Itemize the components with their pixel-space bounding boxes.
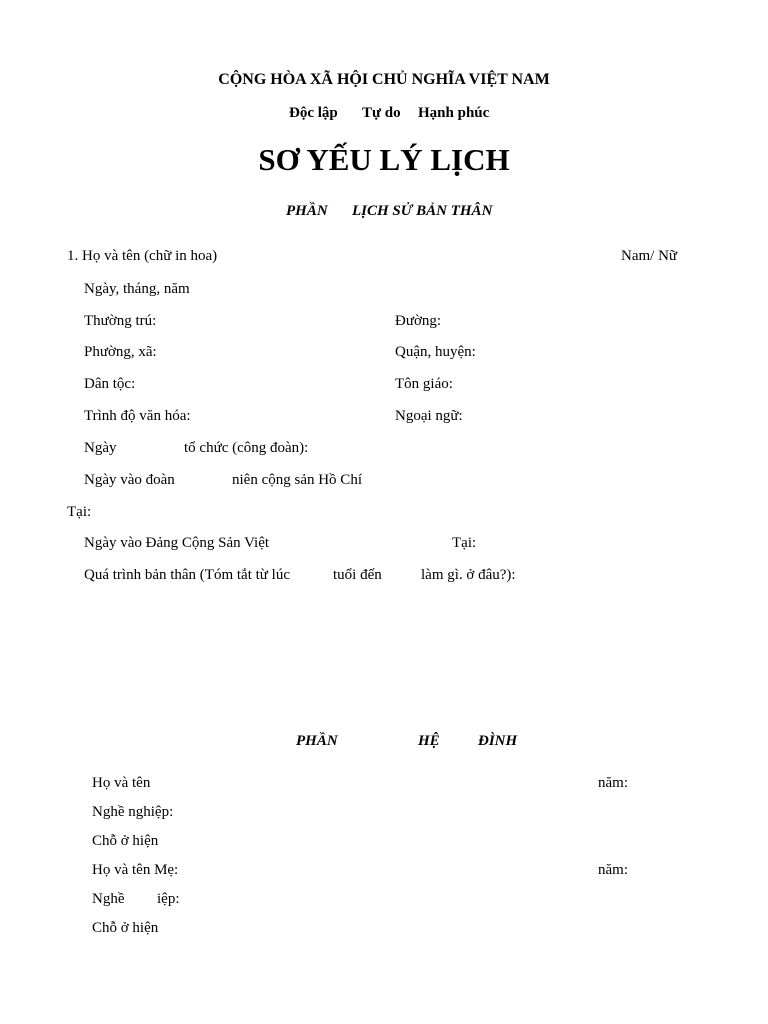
motto-independence: Độc lập <box>289 105 338 121</box>
religion-label: Tôn giáo: <box>395 376 453 392</box>
youth-union-date-label: Ngày vào đoàn <box>84 472 175 488</box>
section1-heading-part: PHẦN <box>286 203 328 219</box>
country-name: CỘNG HÒA XÃ HỘI CHỦ NGHĨA VIỆT NAM <box>218 71 550 88</box>
permanent-address-label: Thường trú: <box>84 313 157 329</box>
motto-freedom: Tự do <box>362 105 401 121</box>
youth-union-place-label: Tại: <box>67 504 92 520</box>
process-label: Quá trình bản thân (Tóm tắt từ lúc <box>84 567 290 583</box>
page-title: SƠ YẾU LÝ LỊCH <box>258 142 510 177</box>
gender-label: Nam/ Nữ <box>621 248 678 264</box>
union-org-label: tổ chức (công đoàn): <box>184 440 309 456</box>
section1-heading-title: LỊCH SỬ BẢN THÂN <box>352 203 493 219</box>
mother-job-label-b: iệp: <box>157 891 180 907</box>
district-label: Quận, huyện: <box>395 344 476 360</box>
father-address-label: Chỗ ở hiện <box>92 833 159 849</box>
mother-year-label: năm: <box>598 862 628 878</box>
youth-union-name-label: niên cộng sản Hồ Chí <box>232 472 362 488</box>
mother-address-label: Chỗ ở hiện <box>92 920 159 936</box>
language-label: Ngoại ngữ: <box>395 408 463 424</box>
education-label: Trình độ văn hóa: <box>84 408 191 424</box>
fullname-label: 1. Họ và tên (chữ in hoa) <box>67 248 218 264</box>
motto-happiness: Hạnh phúc <box>418 105 490 121</box>
dob-label: Ngày, tháng, năm <box>84 281 190 297</box>
section2-heading-part: PHẦN <box>296 733 338 749</box>
father-job-label: Nghề nghiệp: <box>92 804 174 820</box>
mother-job-label-a: Nghề <box>92 891 125 907</box>
section2-heading-family-a: HỆ <box>418 733 440 749</box>
party-date-label: Ngày vào Đảng Cộng Sản Việt <box>84 535 270 551</box>
process-what-label: làm gì. ở đâu?): <box>421 567 516 583</box>
father-year-label: năm: <box>598 775 628 791</box>
ethnicity-label: Dân tộc: <box>84 376 136 392</box>
party-place-label: Tại: <box>452 535 477 551</box>
father-name-label: Họ và tên <box>92 775 151 791</box>
street-label: Đường: <box>395 313 442 329</box>
ward-label: Phường, xã: <box>84 344 157 360</box>
union-date-label: Ngày <box>84 440 117 456</box>
mother-name-label: Họ và tên Mẹ: <box>92 862 179 878</box>
section2-heading-family-b: ĐÌNH <box>478 733 518 749</box>
process-age-label: tuổi đến <box>333 567 382 583</box>
